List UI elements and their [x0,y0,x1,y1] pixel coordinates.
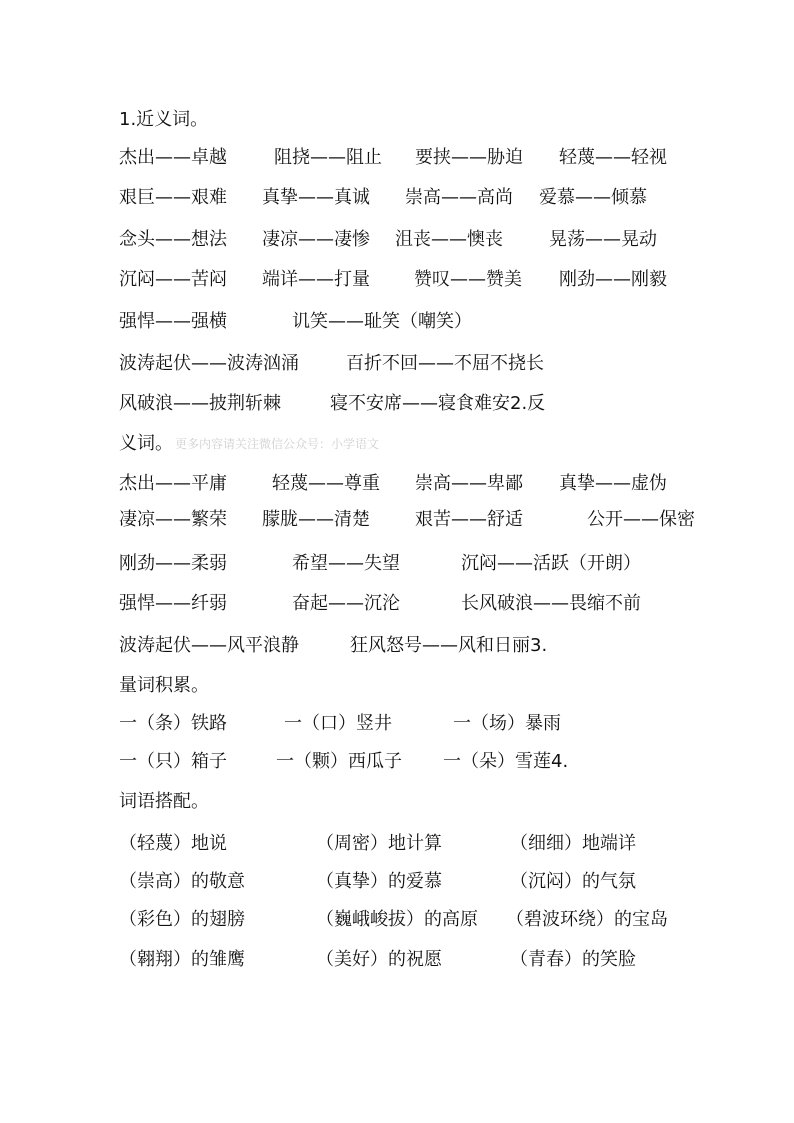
text-segment: 一（口）竖井 [284,713,392,734]
text-segment: 真挚——虚伪 [559,473,667,494]
text-segment: （细细）地端详 [510,833,636,854]
text-segment: 讥笑——耻笑（嘲笑） [292,311,472,332]
text-segment: 爱慕——倾慕 [539,187,647,208]
text-segment: 奋起——沉沦 [292,593,400,614]
text-segment: （巍峨峻拔）的高原 [316,909,478,930]
text-segment: 刚劲——柔弱 [119,553,227,574]
text-segment: （沉闷）的气氛 [510,871,636,892]
text-segment: 端详——打量 [262,269,370,290]
text-segment: （崇高）的敬意 [119,871,245,892]
text-segment: 一（场）暴雨 [453,713,561,734]
text-segment: （彩色）的翅膀 [119,909,245,930]
text-segment: 杰出——卓越 [119,147,227,168]
text-segment: 阻挠——阻止 [274,147,382,168]
text-segment: （周密）地计算 [316,833,442,854]
text-segment: 凄凉——凄惨 [262,229,370,250]
text-segment: 1.近义词。 [119,109,209,130]
text-segment: 一（只）箱子 [119,751,227,772]
text-segment: 一（颗）西瓜子 [276,751,402,772]
text-segment: 狂风怒号——风和日丽3. [350,635,548,656]
watermark-text: 更多内容请关注微信公众号：小学语文 [175,437,380,451]
text-segment: 词语搭配。 [119,791,209,812]
text-segment: 凄凉——繁荣 [119,509,227,530]
text-segment: 希望——失望 [292,553,400,574]
text-segment: （翱翔）的雏鹰 [119,949,245,970]
text-segment: 轻蔑——轻视 [559,147,667,168]
text-segment: 一（条）铁路 [119,713,227,734]
text-segment: 强悍——纤弱 [119,593,227,614]
text-segment: 崇高——卑鄙 [415,473,523,494]
text-segment: 公开——保密 [587,509,695,530]
text-segment: 艰苦——舒适 [415,509,523,530]
text-segment: （轻蔑）地说 [119,833,227,854]
text-segment: 真挚——真诚 [262,187,370,208]
text-segment: 寝不安席——寝食难安2.反 [330,393,546,414]
text-segment: 量词积累。 [119,675,209,696]
text-segment: 波涛起伏——波涛汹涌 [119,353,299,374]
text-segment: 沉闷——苦闷 [119,269,227,290]
text-segment: （真挚）的爱慕 [316,871,442,892]
text-segment: 朦胧——清楚 [262,509,370,530]
text-segment: 一（朵）雪莲4. [443,751,569,772]
text-segment: 杰出——平庸 [119,473,227,494]
text-segment: 沮丧——懊丧 [395,229,503,250]
text-segment: 崇高——高尚 [405,187,513,208]
text-segment: 义词。 [119,433,173,454]
text-segment: （美好）的祝愿 [316,949,442,970]
text-segment: （碧波环绕）的宝岛 [506,909,668,930]
text-segment: 要挟——胁迫 [415,147,523,168]
text-segment: 强悍——强横 [119,311,227,332]
text-segment: 波涛起伏——风平浪静 [119,635,299,656]
text-segment: 刚劲——刚毅 [559,269,667,290]
text-segment: 沉闷——活跃（开朗） [461,553,641,574]
text-segment: （青春）的笑脸 [510,949,636,970]
text-segment: 风破浪——披荆斩棘 [119,393,281,414]
text-segment: 百折不回——不屈不挠长 [346,353,544,374]
text-segment: 轻蔑——尊重 [272,473,380,494]
text-segment: 念头——想法 [119,229,227,250]
text-segment: 赞叹——赞美 [414,269,522,290]
text-segment: 艰巨——艰难 [119,187,227,208]
text-segment: 长风破浪——畏缩不前 [461,593,641,614]
text-segment: 晃荡——晃动 [549,229,657,250]
